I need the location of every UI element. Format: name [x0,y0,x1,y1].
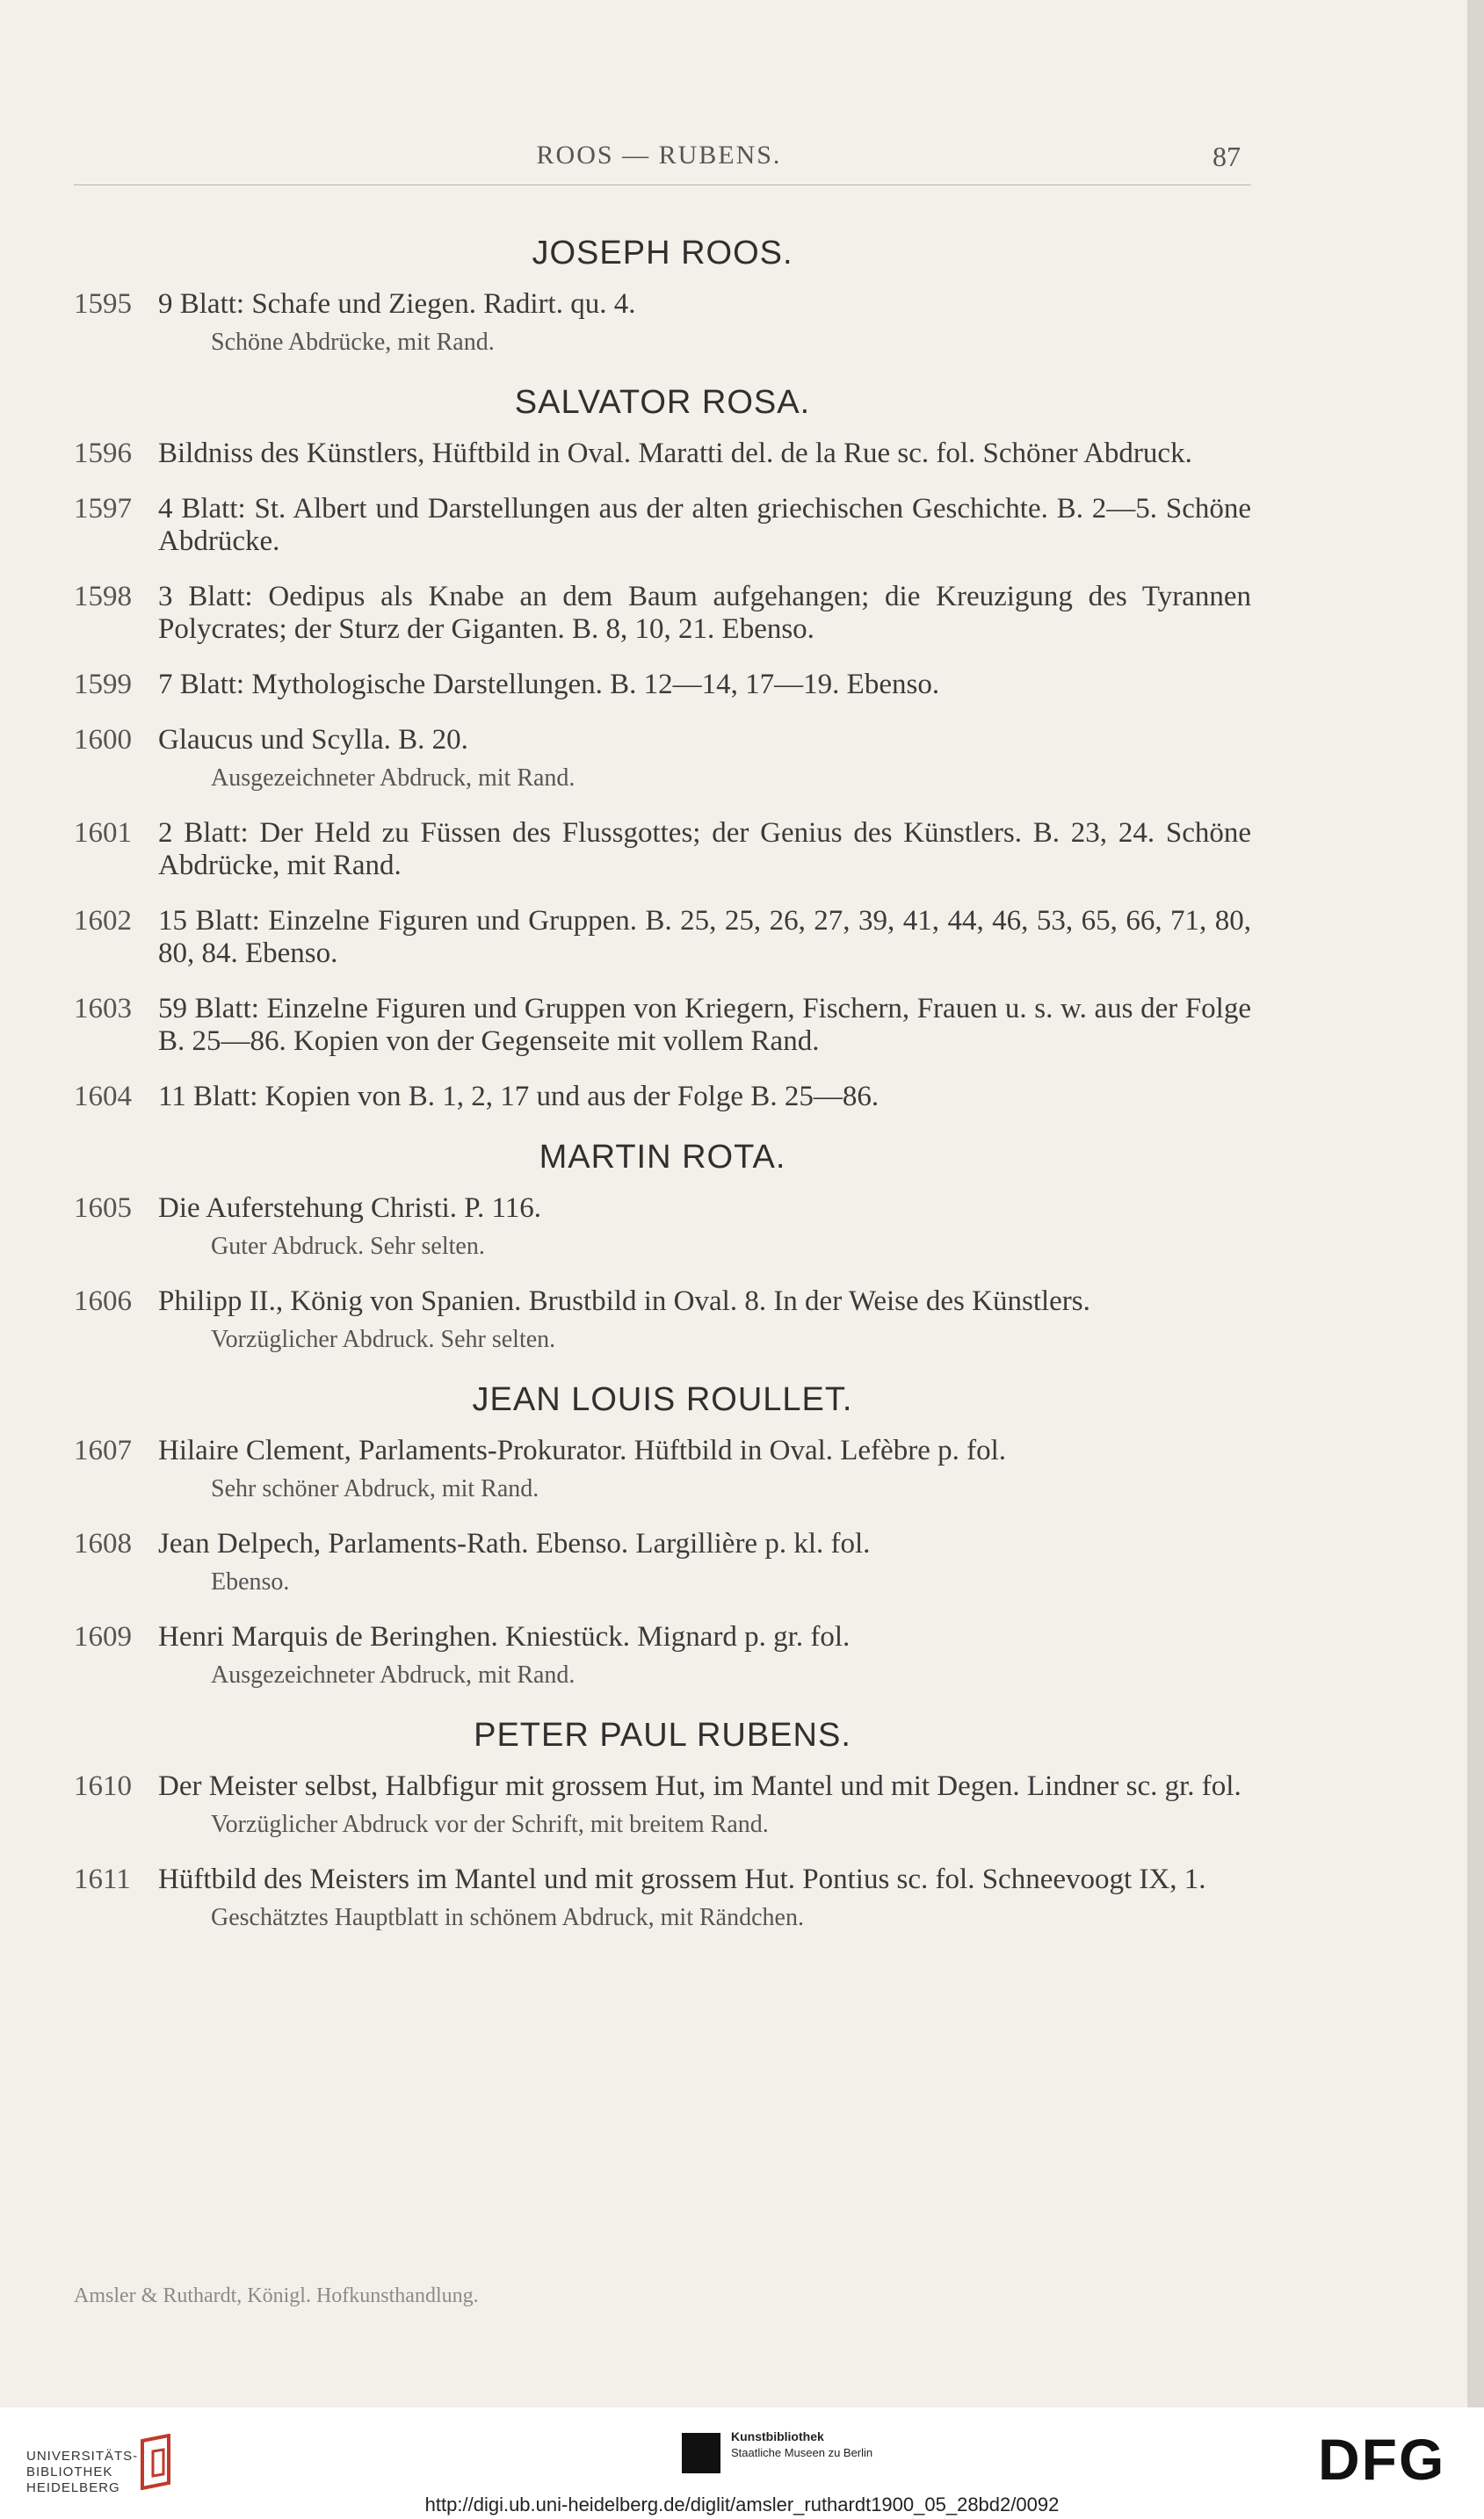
scan-edge [1467,0,1484,2407]
entry-text: Glaucus und Scylla. B. 20. [158,724,468,756]
ub-heidelberg-logo-icon [134,2434,179,2490]
entry-number: 1605 [74,1192,132,1224]
entry-note: Guter Abdruck. Sehr selten. [211,1233,485,1260]
entry-note: Schöne Abdrücke, mit Rand. [211,329,495,356]
entry-text: Jean Delpech, Parlaments-Rath. Ebenso. Largillière p. kl. fol. [158,1528,871,1560]
kunstbibliothek-label [731,2429,872,2461]
catalogue-entry [74,724,1251,794]
section-heading: PETER PAUL RUBENS. [474,1717,851,1754]
catalogue-entry [74,438,1251,470]
entry-text: 7 Blatt: Mythologische Darstellungen. B. 12—14, 17—19. Ebenso. [158,669,940,700]
entry-number: 1604 [74,1081,132,1112]
catalogue-entry [74,1770,1251,1841]
ub-heidelberg-label [26,2449,138,2496]
entry-number: 1608 [74,1528,132,1560]
entry-note: Geschätztes Hauptblatt in schönem Abdruck, mit Rändchen. [211,1904,804,1931]
ub-line: HEIDELBERG [26,2480,120,2495]
catalogue-entry [74,288,1251,358]
entry-text: Bildniss des Künstlers, Hüftbild in Oval. Maratti del. de la Rue sc. fol. Schöner Abdruck. [158,438,1192,469]
catalogue-entry [74,1081,1251,1113]
entry-number: 1596 [74,438,132,469]
running-title: ROOS — RUBENS. [536,141,782,170]
entry-note: Ausgezeichneter Abdruck, mit Rand. [211,764,576,792]
catalogue-entry [74,669,1251,701]
section-heading: SALVATOR ROSA. [514,384,811,421]
entry-number: 1610 [74,1770,132,1802]
entry-number: 1599 [74,669,132,700]
ub-line: UNIVERSITÄTS- [26,2449,139,2464]
entry-number: 1603 [74,993,132,1024]
entry-note: Vorzüglicher Abdruck. Sehr selten. [211,1326,556,1353]
entry-number: 1601 [74,817,132,849]
entry-note: Sehr schöner Abdruck, mit Rand. [211,1475,539,1502]
entry-text: Die Auferstehung Christi. P. 116. [158,1192,542,1224]
catalogue-entry [74,905,1251,970]
catalogue-entry [74,1435,1251,1505]
section-heading: MARTIN ROTA. [539,1139,786,1176]
running-header [0,141,1467,176]
entry-text: 9 Blatt: Schafe und Ziegen. Radirt. qu. 4. [158,288,636,320]
catalogue-entry [74,1192,1251,1263]
entry-note: Ausgezeichneter Abdruck, mit Rand. [211,1661,576,1689]
entry-number: 1606 [74,1285,132,1317]
entry-number: 1609 [74,1621,132,1653]
entry-text: Henri Marquis de Beringhen. Kniestück. Mignard p. gr. fol. [158,1621,851,1653]
catalogue-entry [74,1864,1251,1934]
permalink[interactable]: http://digi.ub.uni-heidelberg.de/diglit/amsler_ruthardt1900_05_28bd2/0092 [424,2494,1060,2515]
entry-text: 15 Blatt: Einzelne Figuren und Gruppen. B. 25, 25, 26, 27, 39, 41, 44, 46, 53, 65, 66, 71, 80, 80, 84. Ebenso. [158,905,1251,969]
kb-title: Kunstbibliothek [731,2429,824,2443]
catalogue-entry [74,817,1251,882]
publisher-line: Amsler & Ruthardt, Königl. Hofkunsthandlung. [74,2284,479,2307]
kunstbibliothek-logo-icon [682,2433,720,2473]
entry-number: 1597 [74,493,132,525]
entry-text: 59 Blatt: Einzelne Figuren und Gruppen von Kriegern, Fischern, Frauen u. s. w. aus der Folge B. 25—86. Kopien von der Gegenseite mit vollem Rand. [158,993,1251,1057]
catalogue-entry [74,993,1251,1058]
entry-text: 2 Blatt: Der Held zu Füssen des Flussgottes; der Genius des Künstlers. B. 23, 24. Schöne Abdrücke, mit Rand. [158,817,1251,881]
dfg-logo: DFG [1318,2427,1446,2492]
entry-text: 3 Blatt: Oedipus als Knabe an dem Baum aufgehangen; die Kreuzigung des Tyrannen Polycrates; der Sturz der Giganten. B. 8, 10, 21. Ebenso. [158,581,1251,645]
entry-number: 1600 [74,724,132,756]
entry-text: 11 Blatt: Kopien von B. 1, 2, 17 und aus der Folge B. 25—86. [158,1081,880,1112]
entry-number: 1595 [74,288,132,320]
entry-number: 1607 [74,1435,132,1466]
kb-subtitle: Staatliche Museen zu Berlin [731,2446,873,2459]
page-number: 87 [1213,141,1241,172]
section-heading: JEAN LOUIS ROULLET. [472,1381,853,1418]
entry-text: Der Meister selbst, Halbfigur mit grossem Hut, im Mantel und mit Degen. Lindner sc. gr. fol. [158,1770,1241,1802]
catalogue-entry [74,1528,1251,1598]
catalogue-entry [74,1285,1251,1356]
entry-number: 1598 [74,581,132,612]
ub-line: BIBLIOTHEK [26,2465,113,2479]
catalogue-entry [74,581,1251,646]
entry-text: Hilaire Clement, Parlaments-Prokurator. Hüftbild in Oval. Lefèbre p. fol. [158,1435,1006,1466]
entry-text: Hüftbild des Meisters im Mantel und mit grossem Hut. Pontius sc. fol. Schneevoogt IX, 1. [158,1864,1206,1895]
entry-number: 1602 [74,905,132,937]
entry-note: Ebenso. [211,1568,290,1596]
entry-text: Philipp II., König von Spanien. Brustbild in Oval. 8. In der Weise des Künstlers. [158,1285,1090,1317]
catalogue-content [74,220,1251,1957]
entry-text: 4 Blatt: St. Albert und Darstellungen aus der alten griechischen Geschichte. B. 2—5. Schöne Abdrücke. [158,493,1251,557]
entry-note: Vorzüglicher Abdruck vor der Schrift, mit breitem Rand. [211,1811,769,1838]
catalogue-entry [74,1621,1251,1691]
catalogue-entry [74,493,1251,558]
section-heading: JOSEPH ROOS. [532,235,793,271]
entry-number: 1611 [74,1864,131,1895]
